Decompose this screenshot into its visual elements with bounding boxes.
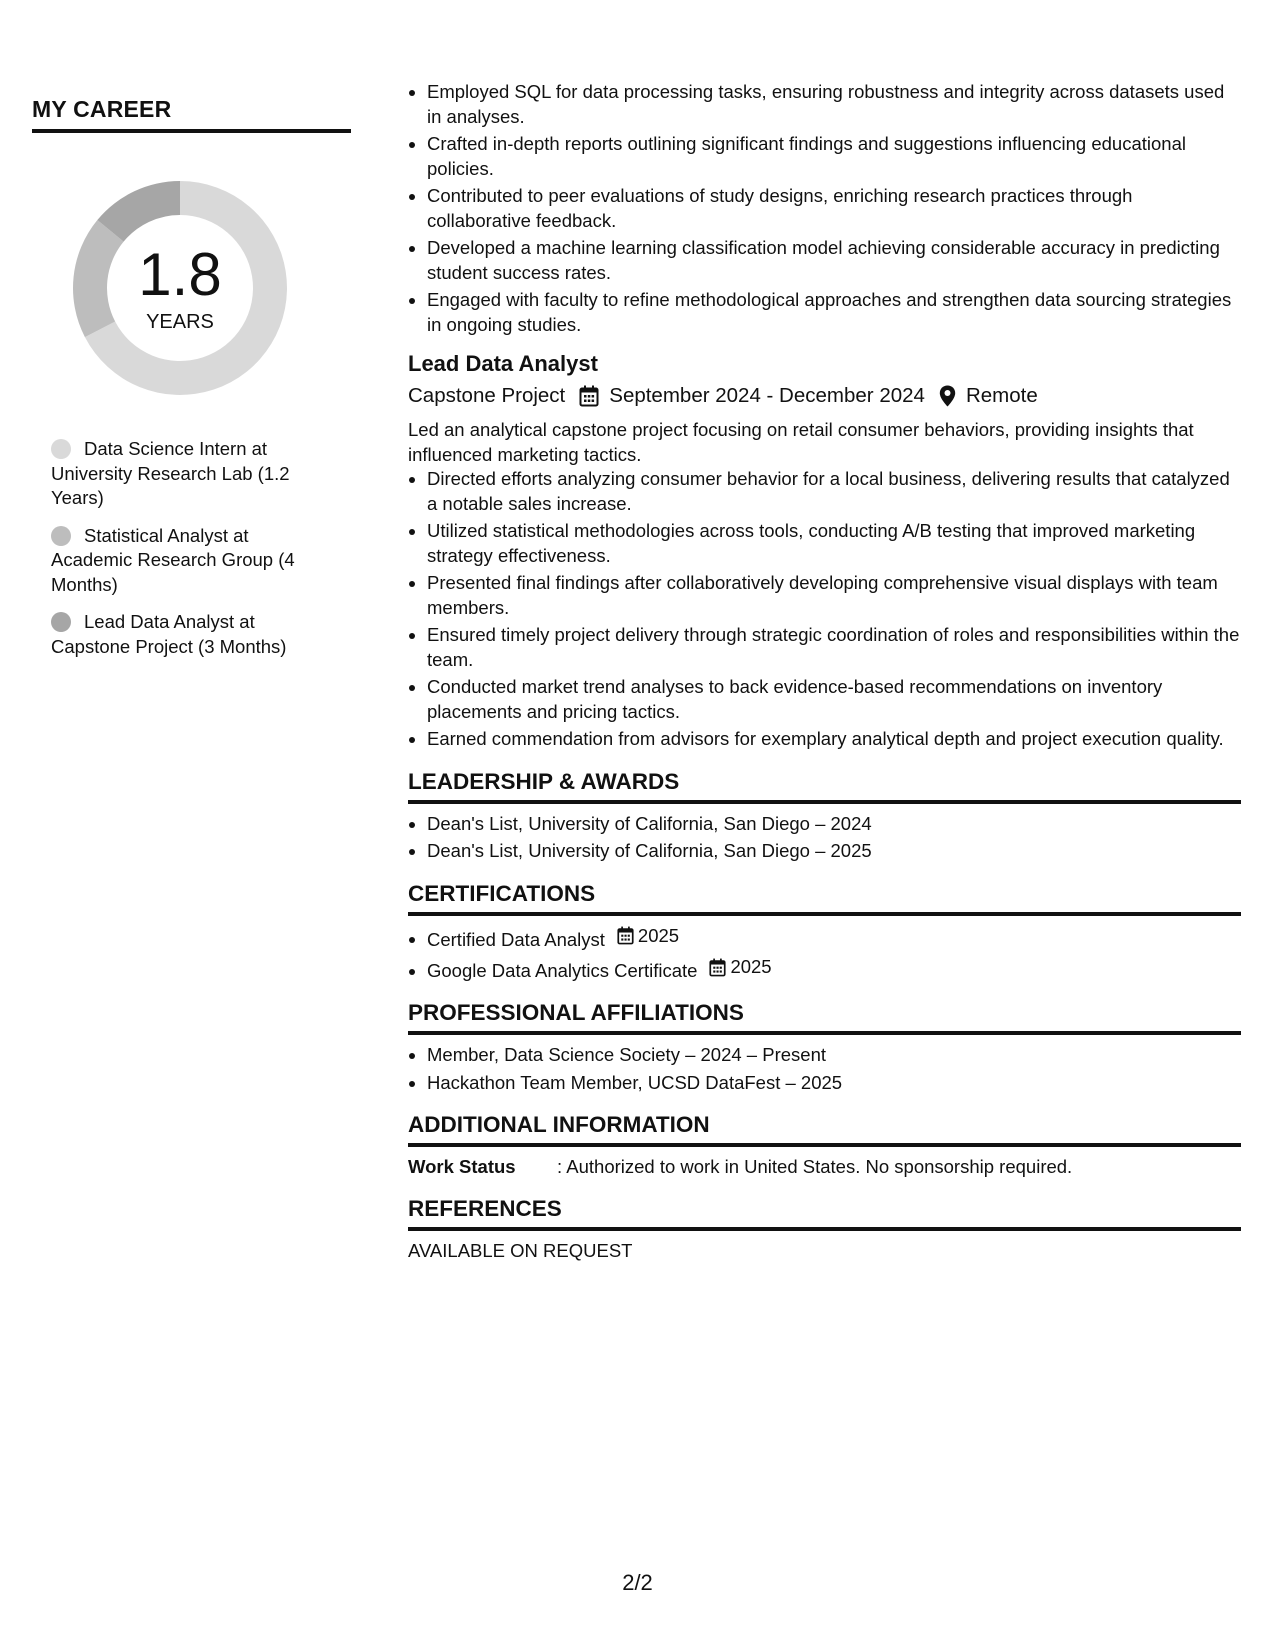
section-title-awards: LEADERSHIP & AWARDS	[408, 768, 1241, 804]
list-item: • Engaged with faculty to refine methodological approaches and strengthen data sourcing strategies in ongoing studies.	[427, 288, 1241, 337]
section-title-references: REFERENCES	[408, 1195, 1241, 1231]
list-item	[427, 924, 1241, 952]
calendar-icon	[709, 958, 726, 977]
career-legend	[51, 437, 311, 659]
job-dates: September 2024 - December 2024	[609, 384, 925, 407]
donut-center	[65, 173, 295, 403]
main-content	[408, 80, 1241, 1263]
section-title-affiliations: PROFESSIONAL AFFILIATIONS	[408, 999, 1241, 1035]
list-item: • Developed a machine learning classification model achieving considerable accuracy in predicting student success rates.	[427, 236, 1241, 285]
list-item: • Earned commendation from advisors for exemplary analytical depth and project execution quality.	[427, 727, 1241, 752]
list-item: • Crafted in-depth reports outlining significant findings and suggestions influencing educational policies.	[427, 132, 1241, 181]
legend-label: Data Science Intern at University Research Lab (1.2 Years)	[51, 438, 290, 508]
list-item: • Utilized statistical methodologies across tools, conducting A/B testing that improved marketing strategy effectiveness.	[427, 519, 1241, 568]
legend-dot-icon	[51, 612, 71, 632]
list-item: • Conducted market trend analyses to back evidence-based recommendations on inventory placements and pricing tactics.	[427, 675, 1241, 724]
list-item: • Directed efforts analyzing consumer behavior for a local business, delivering results that catalyzed a notable sales increase.	[427, 467, 1241, 516]
affiliations-list	[408, 1043, 1241, 1095]
list-item: • Dean's List, University of California, San Diego – 2025	[427, 839, 1241, 864]
job-meta	[408, 382, 1241, 410]
list-item: • Member, Data Science Society – 2024 – Present	[427, 1043, 1241, 1068]
list-item: • Contributed to peer evaluations of study designs, enriching research practices through collaborative feedback.	[427, 184, 1241, 233]
list-item: • Hackathon Team Member, UCSD DataFest – 2025	[427, 1071, 1241, 1096]
cert-date	[617, 924, 679, 949]
legend-label: Statistical Analyst at Academic Research Group (4 Months)	[51, 524, 295, 595]
list-item	[427, 955, 1241, 983]
references-text: AVAILABLE ON REQUEST	[408, 1240, 633, 1261]
job-summary: Led an analytical capstone project focusing on retail consumer behaviors, providing insights that influenced marketing tactics.	[408, 419, 1194, 465]
work-status-label: Work Status	[408, 1156, 516, 1177]
legend-item	[51, 524, 311, 598]
certifications-list	[408, 924, 1241, 984]
job-title: Lead Data Analyst	[408, 351, 598, 376]
legend-dot-icon	[51, 439, 71, 459]
cert-date	[709, 955, 771, 980]
job-company: Capstone Project	[408, 384, 566, 407]
page-number: 2/2	[622, 1570, 653, 1595]
cert-name: Google Data Analytics Certificate	[427, 959, 698, 981]
list-item: • Employed SQL for data processing tasks, ensuring robustness and integrity across datasets used in analyses.	[427, 80, 1241, 129]
career-total-unit: YEARS	[146, 311, 214, 333]
career-sidebar	[32, 96, 351, 672]
career-total-years: 1.8	[138, 241, 222, 308]
work-status-value: : Authorized to work in United States. No sponsorship required.	[557, 1156, 1073, 1177]
list-item: • Presented final findings after collaboratively developing comprehensive visual displays with team members.	[427, 571, 1241, 620]
career-donut-chart	[65, 173, 295, 403]
section-title-additional: ADDITIONAL INFORMATION	[408, 1111, 1241, 1147]
cert-name: Certified Data Analyst	[427, 928, 605, 950]
job-bullets	[408, 467, 1241, 752]
location-pin-icon	[939, 385, 956, 407]
legend-dot-icon	[51, 526, 71, 546]
list-item: • Ensured timely project delivery through strategic coordination of roles and responsibilities within the team.	[427, 623, 1241, 672]
awards-list	[408, 812, 1241, 864]
calendar-icon	[579, 385, 599, 407]
legend-item	[51, 437, 311, 511]
cert-year: 2025	[637, 924, 680, 946]
legend-label: Lead Data Analyst at Capstone Project (3 Months)	[51, 611, 287, 657]
prev-job-bullets	[408, 80, 1241, 337]
legend-item	[51, 610, 311, 659]
cert-year: 2025	[730, 955, 772, 977]
calendar-icon	[617, 926, 634, 945]
list-item: • Dean's List, University of California, San Diego – 2024	[427, 812, 1241, 837]
job-location: Remote	[965, 384, 1038, 407]
section-title-certifications: CERTIFICATIONS	[408, 880, 1241, 916]
work-status-row	[408, 1155, 1241, 1179]
career-heading: MY CAREER	[32, 96, 351, 133]
